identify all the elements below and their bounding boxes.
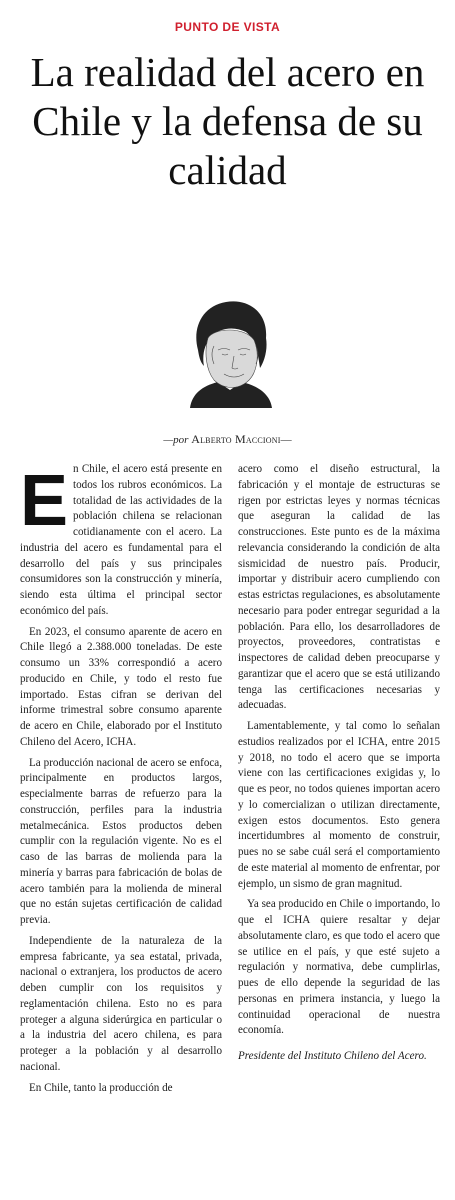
byline-prefix: —por <box>163 434 189 446</box>
paragraph: En 2023, el consumo aparente de acero en Chile llegó a 2.388.000 toneladas. De este consumo un 33% correspondió a acero producido en Chile, y todo el resto fue importado. Estas cifran se derivan del informe trimestral sobre consumo aparente de acero en Chile, elaborado por el Instituto Chileno del Acero, ICHA. <box>20 625 222 748</box>
byline <box>0 432 455 447</box>
byline-author: Alberto Maccioni <box>191 432 281 446</box>
byline-suffix: — <box>280 434 292 446</box>
article-column-left <box>20 462 222 1101</box>
article-column-right <box>238 462 440 1070</box>
headline: La realidad del acero en Chile y la defensa de su calidad <box>30 49 425 193</box>
author-portrait <box>184 298 276 408</box>
section-label: PUNTO DE VISTA <box>174 20 281 34</box>
paragraph: Independiente de la naturaleza de la empresa fabricante, ya sea estatal, privada, nacional o extranjera, los productos de acero deben cumplir con los requisitos y reglamentación chilena. Esto no es para proteger a alguna siderúrgica en particular o a la industria del acero chilena, es para proteger a la población y al desarrollo nacional. <box>20 934 222 1073</box>
paragraph-text: n Chile, el acero está presente en todos los rubros económicos. La totalidad de las actividades de la población chilena se relacionan cotidianamente con el acero. La industria del acero es fundamental para el desarrollo del país y sus principales consumidores son la construcción y minería, siendo esta última el principal sector económico del país. <box>20 463 222 617</box>
drop-cap: E <box>20 461 69 541</box>
paragraph: En Chile, tanto la producción de <box>29 1081 173 1094</box>
paragraph <box>20 462 222 620</box>
paragraph: acero como el diseño estructural, la fabricación y el montaje de estructuras se rigen por estrictas leyes y normas técnicas que aseguran la calidad de las construcciones. Este punto es de la máxima relevancia considerando la condición de alta sismicidad de nuestro país. Producir, importar y distribuir acero cumpliendo con estas estrictas regulaciones, es absolutamente necesario para poder entregar seguridad a la población. Para ello, los desarrolladores de proyectos, proveedores, contratistas e inspectores de calidad deben preocuparse y garantizar que el acero que se está utilizando tenga las certificaciones necesarias y adecuadas. <box>238 463 440 712</box>
author-signature: Presidente del Instituto Chileno del Acero. <box>238 1050 427 1062</box>
paragraph: Ya sea producido en Chile o importando, lo que el ICHA quiere resaltar y dejar absolutamente claro, es que todo el acero que se utilice en el país, y que esté sujeto a regulación y normativa, debe cumplirlas, pues de ello depende la seguridad de las personas en primera instancia, y luego la continuidad operacional de nuestra economía. <box>238 898 440 1037</box>
paragraph: Lamentablemente, y tal como lo señalan estudios realizados por el ICHA, entre 2015 y 2018, no todo el acero que se importa viene con las certificaciones exigidas y, lo que es peor, no todos quienes importan acero y lo comercializan o utilizan directamente, exigen estos documentos. Esto genera incertidumbres al momento de construir, pues no se sabe cuál será el comportamiento de este material al momento de enfrentar, por ejemplo, un sismo de gran magnitud. <box>238 720 440 890</box>
paragraph: La producción nacional de acero se enfoca, principalmente en productos largos, especialmente barras de refuerzo para la construcción, perfiles para la industria metalmecánica. Estos productos deben cumplir con la regulación vigente. No es el caso de las barras de molienda para la minería y barras para fabricación de bolas de acero también para la molienda de mineral que no están sujetas certificación de calidad previa. <box>20 756 222 926</box>
